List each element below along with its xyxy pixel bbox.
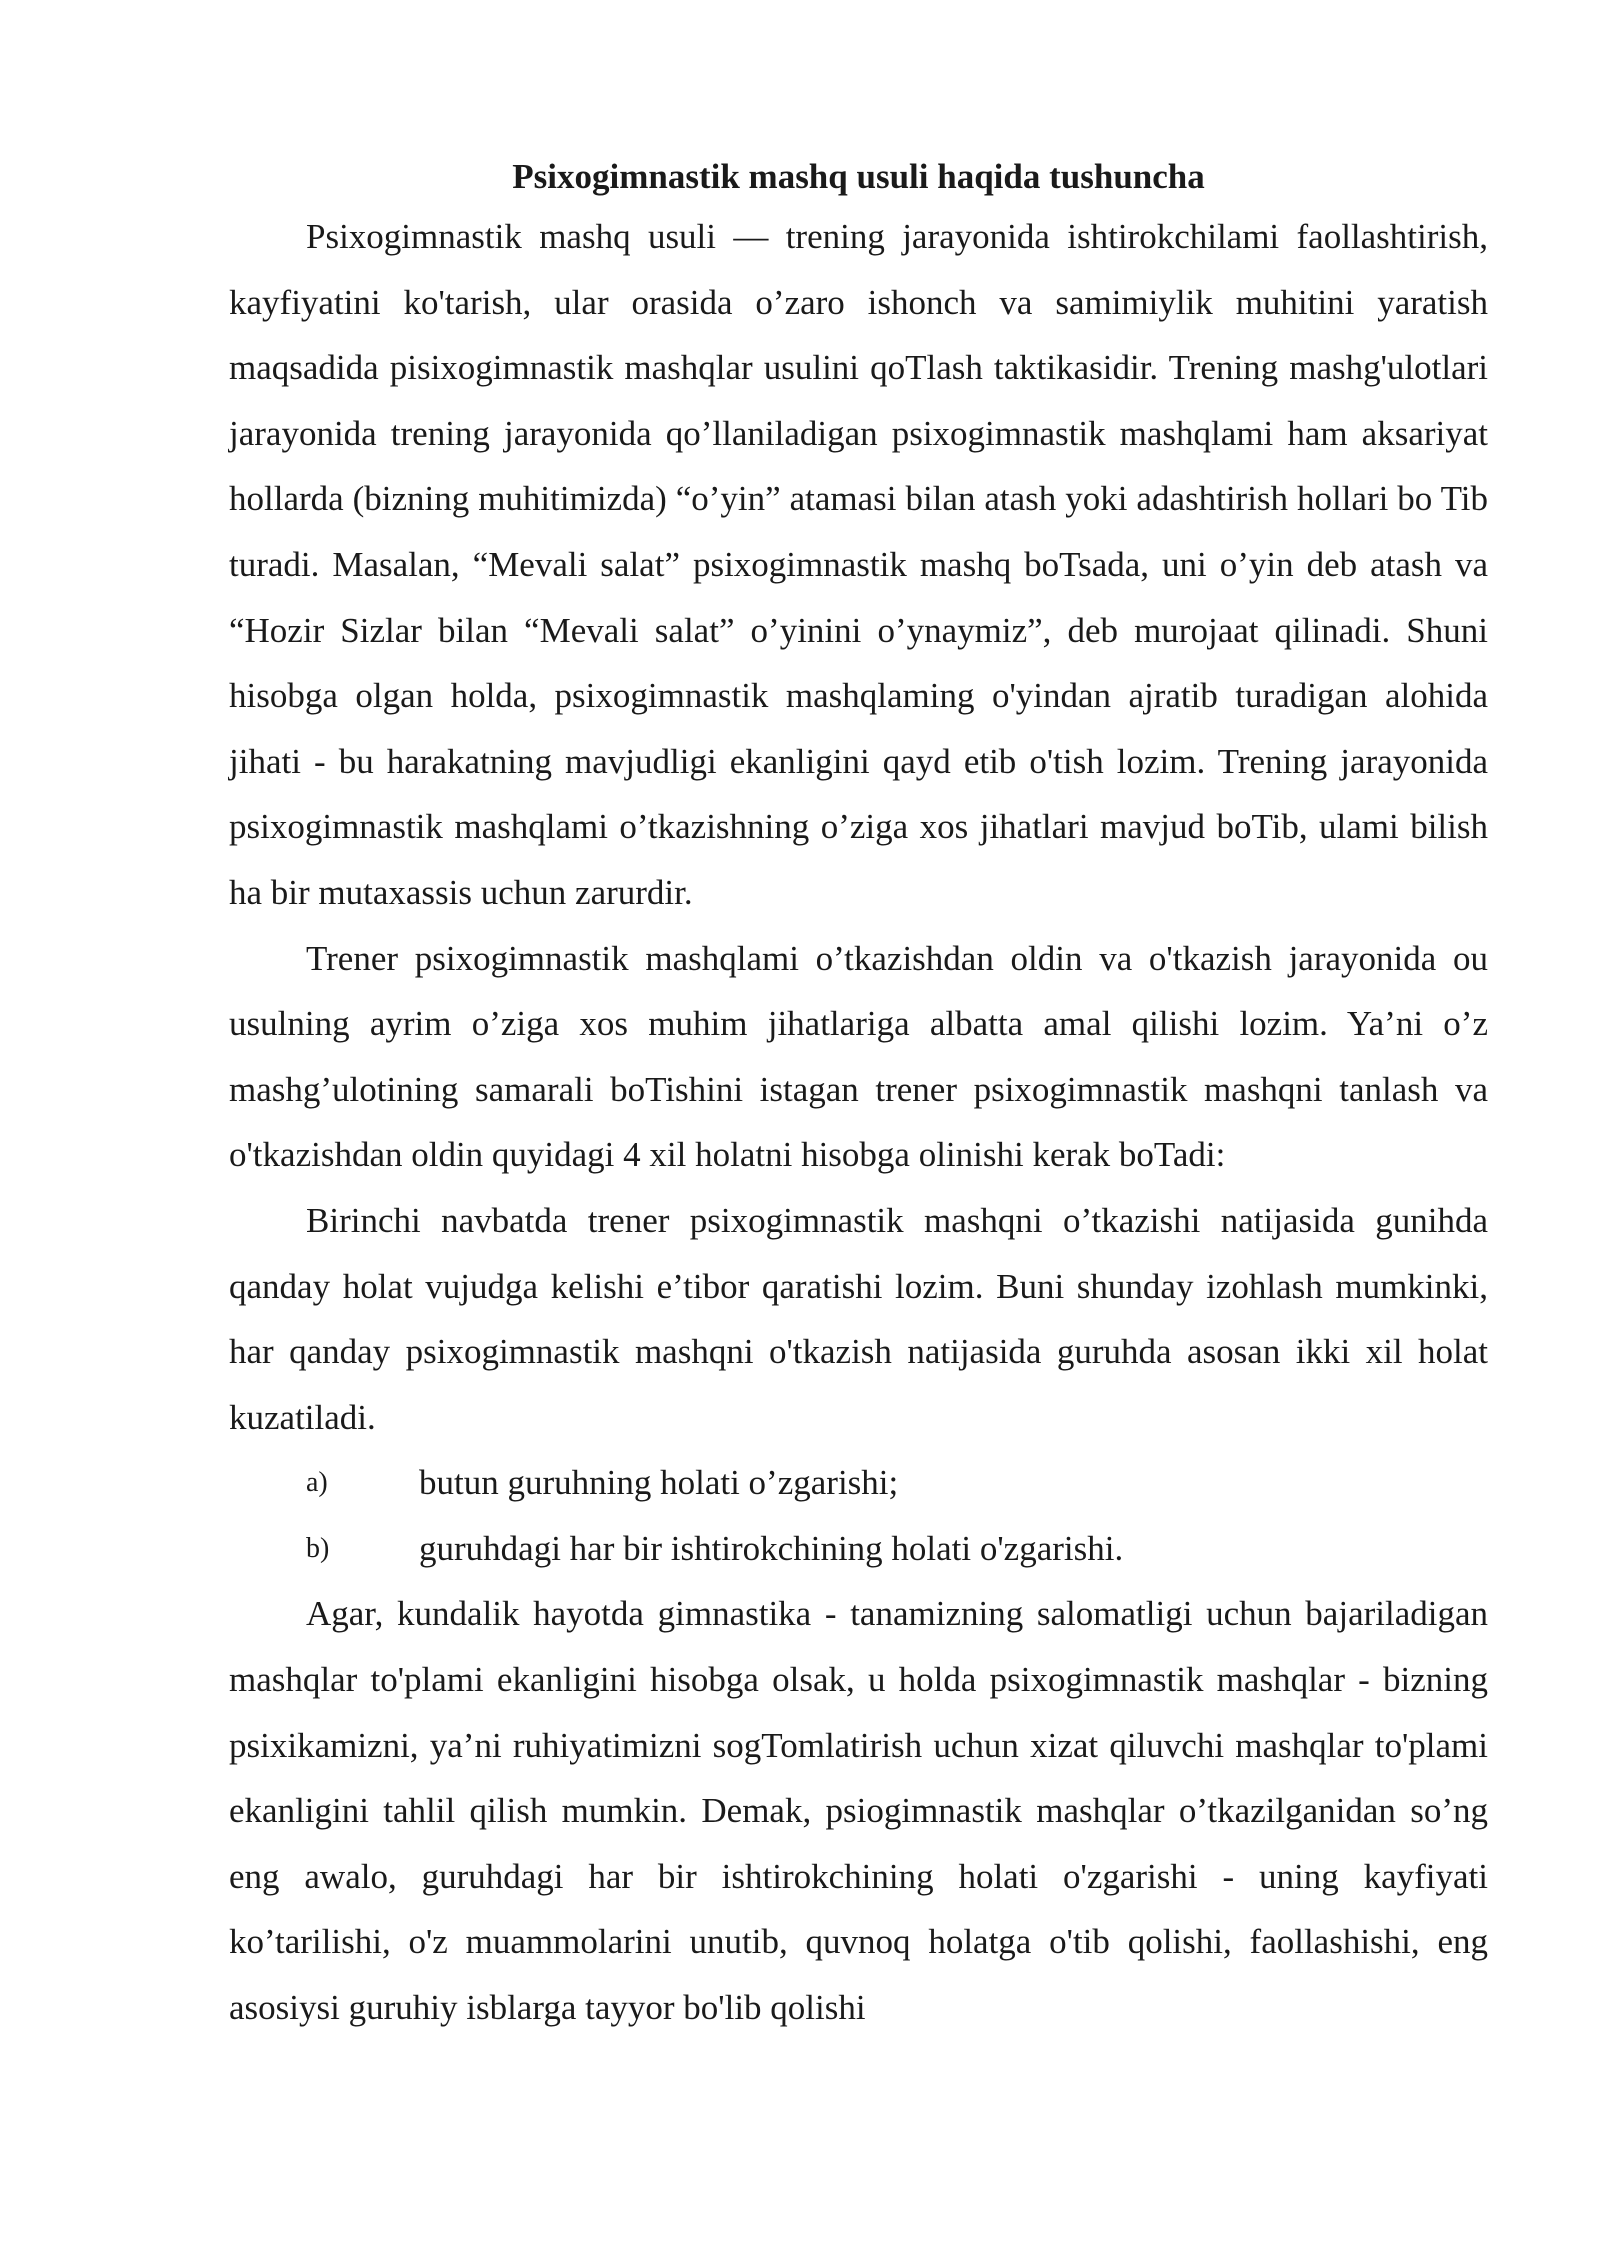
paragraph-2: Trener psixogimnastik mashqlami o’tkazishdan oldin va o'tkazish jarayonida ou usulning ayrim o’ziga xos muhim jihatlariga albatta amal qilishi lozim. Ya’ni o’z mashg’ulotining samarali boTishini istagan trener psixogimnastik mashqni tanlash va o'tkazishdan oldin quyidagi 4 xil holatni hisobga olinishi kerak boTadi: [229, 938, 1488, 1175]
list-item-b [229, 1516, 1488, 1582]
document-page [229, 150, 1488, 2041]
list-item-text: butun guruhning holati o’zgarishi; [419, 1463, 899, 1503]
list-item-a [229, 1450, 1488, 1516]
list-item-text: guruhdagi har bir ishtirokchining holati o'zgarishi. [419, 1528, 1124, 1568]
document-title: Psixogimnastik mashq usuli haqida tushuncha [512, 157, 1205, 196]
paragraph-4: Agar, kundalik hayotda gimnastika - tanamizning salomatligi uchun bajariladigan mashqlar to'plami ekanligini hisobga olsak, u holda psixogimnastik mashqlar - bizning psixikamizni, ya’ni ruhiyatimizni sogTomlatirish uchun xizat qiluvchi mashqlar to'plami ekanligini tahlil qilish mumkin. Demak, psiogimnastik mashqlar o’tkazilganidan so’ng eng awalo, guruhdagi har bir ishtirokchining holati o'zgarishi - uning kayfiyati ko’tarilishi, o'z muammolarini unutib, quvnoq holatga o'tib qolishi, faollashishi, eng asosiysi guruhiy isblarga tayyor bo'lib qolishi [229, 1594, 1488, 2028]
paragraph-3: Birinchi navbatda trener psixogimnastik mashqni o’tkazishi natijasida gunihda qanday holat vujudga kelishi e’tibor qaratishi lozim. Buni shunday izohlash mumkinki, har qanday psixogimnastik mashqni o'tkazish natijasida guruhda asosan ikki xil holat kuzatiladi. [229, 1200, 1488, 1437]
paragraph-1: Psixogimnastik mashq usuli — trening jarayonida ishtirokchilami faollashtirish, kayfiyatini ko'tarish, ular orasida o’zaro ishonch va samimiylik muhitini yaratish maqsadida pisixogimnastik mashqlar usulini qoTlash taktikasidir. Trening mashg'ulotlari jarayonida trening jarayonida qo’llaniladigan psixogimnastik mashqlami ham aksariyat hollarda (bizning muhitimizda) “o’yin” atamasi bilan atash yoki adashtirish hollari bo Tib turadi. Masalan, “Mevali salat” psixogimnastik mashq boTsada, uni o’yin deb atash va “Hozir Sizlar bilan “Mevali salat” o’yinini o’ynaymiz”, deb murojaat qilinadi. Shuni hisobga olgan holda, psixogimnastik mashqlaming o'yindan ajratib turadigan alohida jihati - bu harakatning mavjudligi ekanligini qayd etib o'tish lozim. Trening jarayonida psixogimnastik mashqlami o’tkazishning o’ziga xos jihatlari mavjud boTib, ulami bilish ha bir mutaxassis uchun zarurdir. [229, 217, 1488, 912]
list-marker: a) [306, 1467, 328, 1499]
list-marker: b) [306, 1532, 330, 1564]
